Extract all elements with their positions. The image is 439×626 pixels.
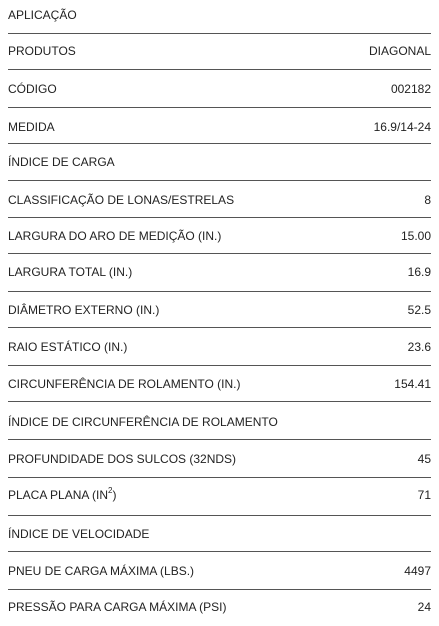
spec-label: PROFUNDIDADE DOS SULCOS (32NDS)	[8, 452, 237, 466]
spec-value: 16.9/14-24	[373, 120, 431, 134]
spec-value: 8	[424, 193, 431, 207]
spec-label: APLICAÇÃO	[8, 8, 77, 22]
spec-row-codigo	[0, 82, 431, 96]
spec-label: PNEU DE CARGA MÁXIMA (LBS.)	[8, 564, 195, 578]
spec-row-pressao-carga-maxima	[0, 600, 431, 614]
spec-value: 4497	[404, 564, 431, 578]
spec-label: PRESSÃO PARA CARGA MÁXIMA (PSI)	[8, 600, 227, 614]
row-divider	[8, 253, 431, 254]
spec-value: 002182	[390, 82, 431, 96]
spec-label: ÍNDICE DE CIRCUNFERÊNCIA DE ROLAMENTO	[8, 415, 278, 429]
spec-label: MEDIDA	[8, 120, 55, 134]
spec-row-indice-de-carga	[0, 155, 431, 169]
spec-value: 52.5	[407, 303, 431, 317]
spec-row-classificacao-lonas	[0, 193, 431, 207]
spec-label	[0, 488, 117, 502]
spec-label: CIRCUNFERÊNCIA DE ROLAMENTO (IN.)	[8, 377, 241, 391]
row-divider	[8, 217, 431, 218]
spec-row-indice-velocidade	[0, 527, 431, 541]
spec-row-pneu-carga-maxima	[0, 564, 431, 578]
spec-row-diametro-externo	[0, 303, 431, 317]
spec-label: ÍNDICE DE CARGA	[8, 155, 115, 169]
spec-row-produtos	[0, 44, 431, 58]
row-divider	[8, 477, 431, 478]
row-divider	[8, 33, 431, 34]
spec-value: 154.41	[394, 377, 431, 391]
spec-label: CLASSIFICAÇÃO DE LONAS/ESTRELAS	[8, 193, 235, 207]
spec-label: DIÂMETRO EXTERNO (IN.)	[8, 303, 160, 317]
row-divider	[8, 401, 431, 402]
spec-value: 15.00	[400, 229, 431, 243]
row-divider	[8, 327, 431, 328]
spec-label: RAIO ESTÁTICO (IN.)	[8, 340, 128, 354]
row-divider	[8, 143, 431, 144]
spec-row-circunferencia-rolamento	[0, 377, 431, 391]
spec-label-text: PLACA PLANA (IN	[8, 488, 109, 502]
spec-row-raio-estatico	[0, 340, 431, 354]
row-divider	[8, 551, 431, 552]
row-divider	[8, 439, 431, 440]
spec-row-medida	[0, 120, 431, 134]
spec-value: 45	[417, 452, 431, 466]
spec-value: 23.6	[407, 340, 431, 354]
spec-label-suffix: )	[112, 488, 117, 502]
spec-value: DIAGONAL	[368, 44, 431, 58]
row-divider	[8, 515, 431, 516]
spec-value: 71	[417, 488, 431, 502]
row-divider	[8, 69, 431, 70]
spec-row-largura-total	[0, 265, 431, 279]
spec-row-placa-plana	[0, 488, 431, 502]
row-divider	[8, 365, 431, 366]
row-divider	[8, 180, 431, 181]
spec-row-profundidade-sulcos	[0, 452, 431, 466]
spec-row-indice-circunferencia	[0, 415, 431, 429]
spec-label: LARGURA DO ARO DE MEDIÇÃO (IN.)	[8, 229, 222, 243]
spec-label: PRODUTOS	[8, 44, 76, 58]
spec-label-superscript: 2	[108, 486, 113, 495]
spec-value: 24	[417, 600, 431, 614]
row-divider	[8, 291, 431, 292]
row-divider	[8, 107, 431, 108]
row-divider	[8, 589, 431, 590]
spec-label: LARGURA TOTAL (IN.)	[8, 265, 133, 279]
spec-row-largura-aro	[0, 229, 431, 243]
spec-row-aplicacao	[0, 8, 431, 22]
spec-label: CÓDIGO	[8, 82, 57, 96]
spec-label: ÍNDICE DE VELOCIDADE	[8, 527, 150, 541]
spec-value: 16.9	[407, 265, 431, 279]
